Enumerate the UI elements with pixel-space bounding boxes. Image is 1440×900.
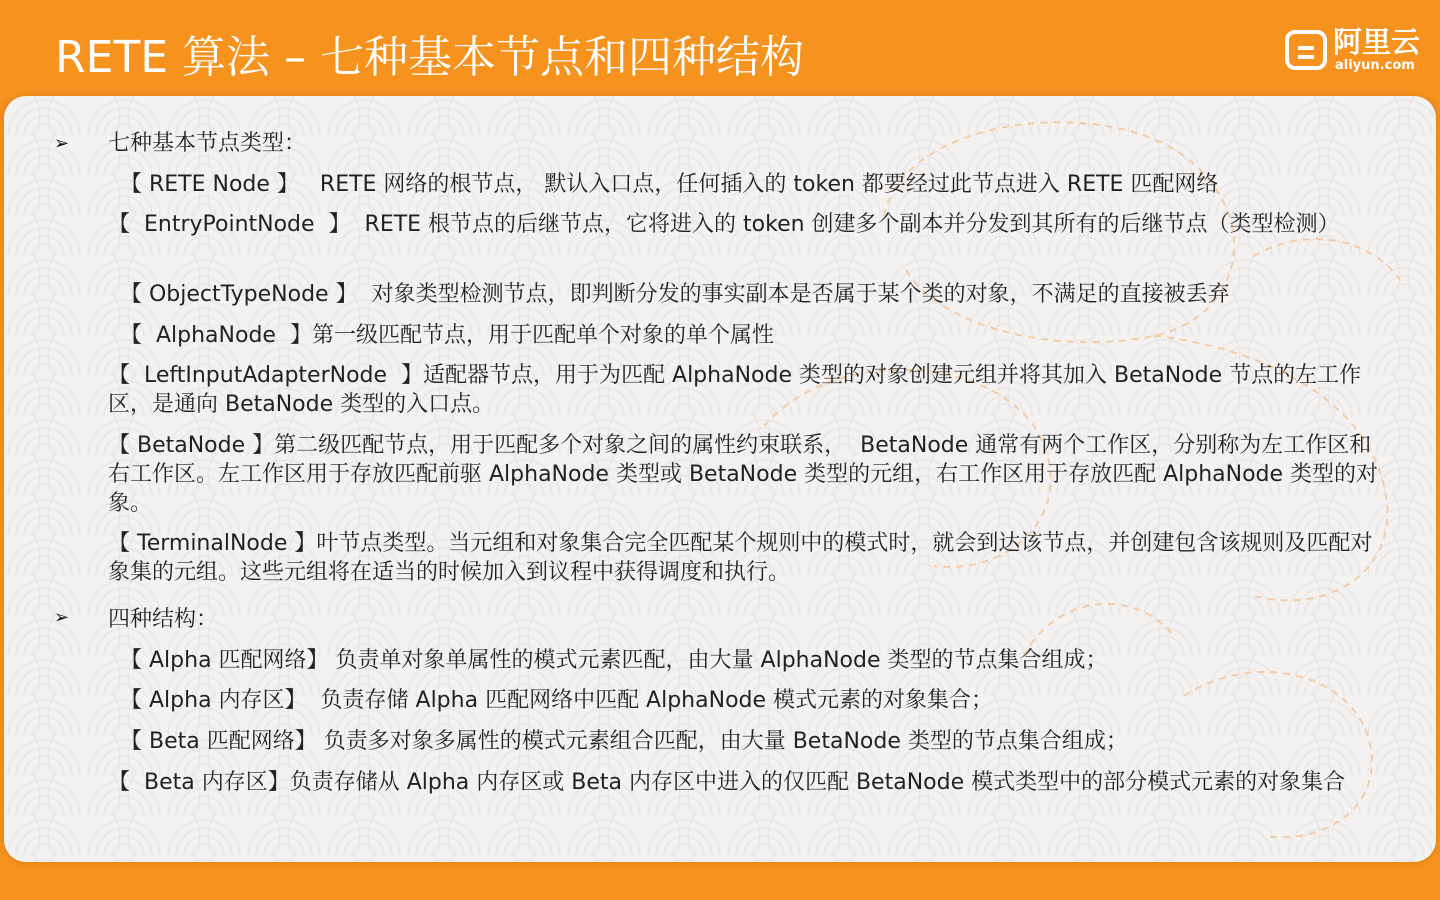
aliyun-logo-icon <box>1285 30 1327 70</box>
list-item: 【 BetaNode 】第二级匹配节点，用于匹配多个对象之间的属性约束联系， BetaNode 通常有两个工作区，分别称为左工作区和右工作区。左工作区用于存放匹配前驱 AlphaNode 类型或 BetaNode 类型的元组，右工作区用于存放匹配 AlphaNode 类型的对象。 <box>108 433 1379 516</box>
list-item: 【 LeftInputAdapterNode 】适配器节点，用于为匹配 AlphaNode 类型的对象创建元组并将其加入 BetaNode 节点的左工作区，是通向 BetaNode 类型的入口点。 <box>108 363 1362 417</box>
slide-header <box>0 0 1440 96</box>
list-item: 【 AlphaNode 】第一级匹配节点，用于匹配单个对象的单个属性 <box>120 323 774 348</box>
arrow-bullet-icon: ➢ <box>54 607 70 628</box>
logo-domain: aliyun.com <box>1335 58 1415 73</box>
list-item: 【 Alpha 匹配网络】 负责单对象单属性的模式元素匹配，由大量 AlphaNode 类型的节点集合组成； <box>120 648 1108 673</box>
arrow-bullet-icon: ➢ <box>54 133 70 154</box>
content-panel <box>4 96 1436 862</box>
logo-name: 阿里云 <box>1333 25 1421 59</box>
aliyun-logo <box>1285 27 1425 75</box>
list-item: 【 Beta 匹配网络】 负责多对象多属性的模式元素组合匹配，由大量 BetaNode 类型的节点集合组成； <box>120 729 1128 754</box>
list-item: 【 RETE Node 】 RETE 网络的根节点， 默认入口点，任何插入的 token 都要经过此节点进入 RETE 匹配网络 <box>120 172 1219 197</box>
section-heading: 七种基本节点类型： <box>108 131 307 156</box>
list-item: 【 Alpha 内存区】 负责存储 Alpha 匹配网络中匹配 AlphaNode 模式元素的对象集合； <box>120 688 994 713</box>
list-item: 【 TerminalNode 】叶节点类型。当元组和对象集合完全匹配某个规则中的模式时，就会到达该节点，并创建包含该规则及匹配对象集的元组。这些元组将在适当的时候加入到议程中获得调度和执行。 <box>108 531 1373 585</box>
list-item: 【 EntryPointNode 】 RETE 根节点的后继节点，它将进入的 token 创建多个副本并分发到其所有的后继节点（类型检测） <box>108 212 1340 237</box>
list-item: 【 Beta 内存区】负责存储从 Alpha 内存区或 Beta 内存区中进入的仅匹配 BetaNode 模式类型中的部分模式元素的对象集合 <box>108 770 1346 795</box>
slide-body <box>4 96 1436 862</box>
section-heading: 四种结构： <box>108 607 219 632</box>
list-item: 【 ObjectTypeNode 】 对象类型检测节点，即判断分发的事实副本是否属于某个类的对象，不满足的直接被丢弃 <box>120 282 1230 307</box>
slide-title: RETE 算法 – 七种基本节点和四种结构 <box>55 32 805 83</box>
